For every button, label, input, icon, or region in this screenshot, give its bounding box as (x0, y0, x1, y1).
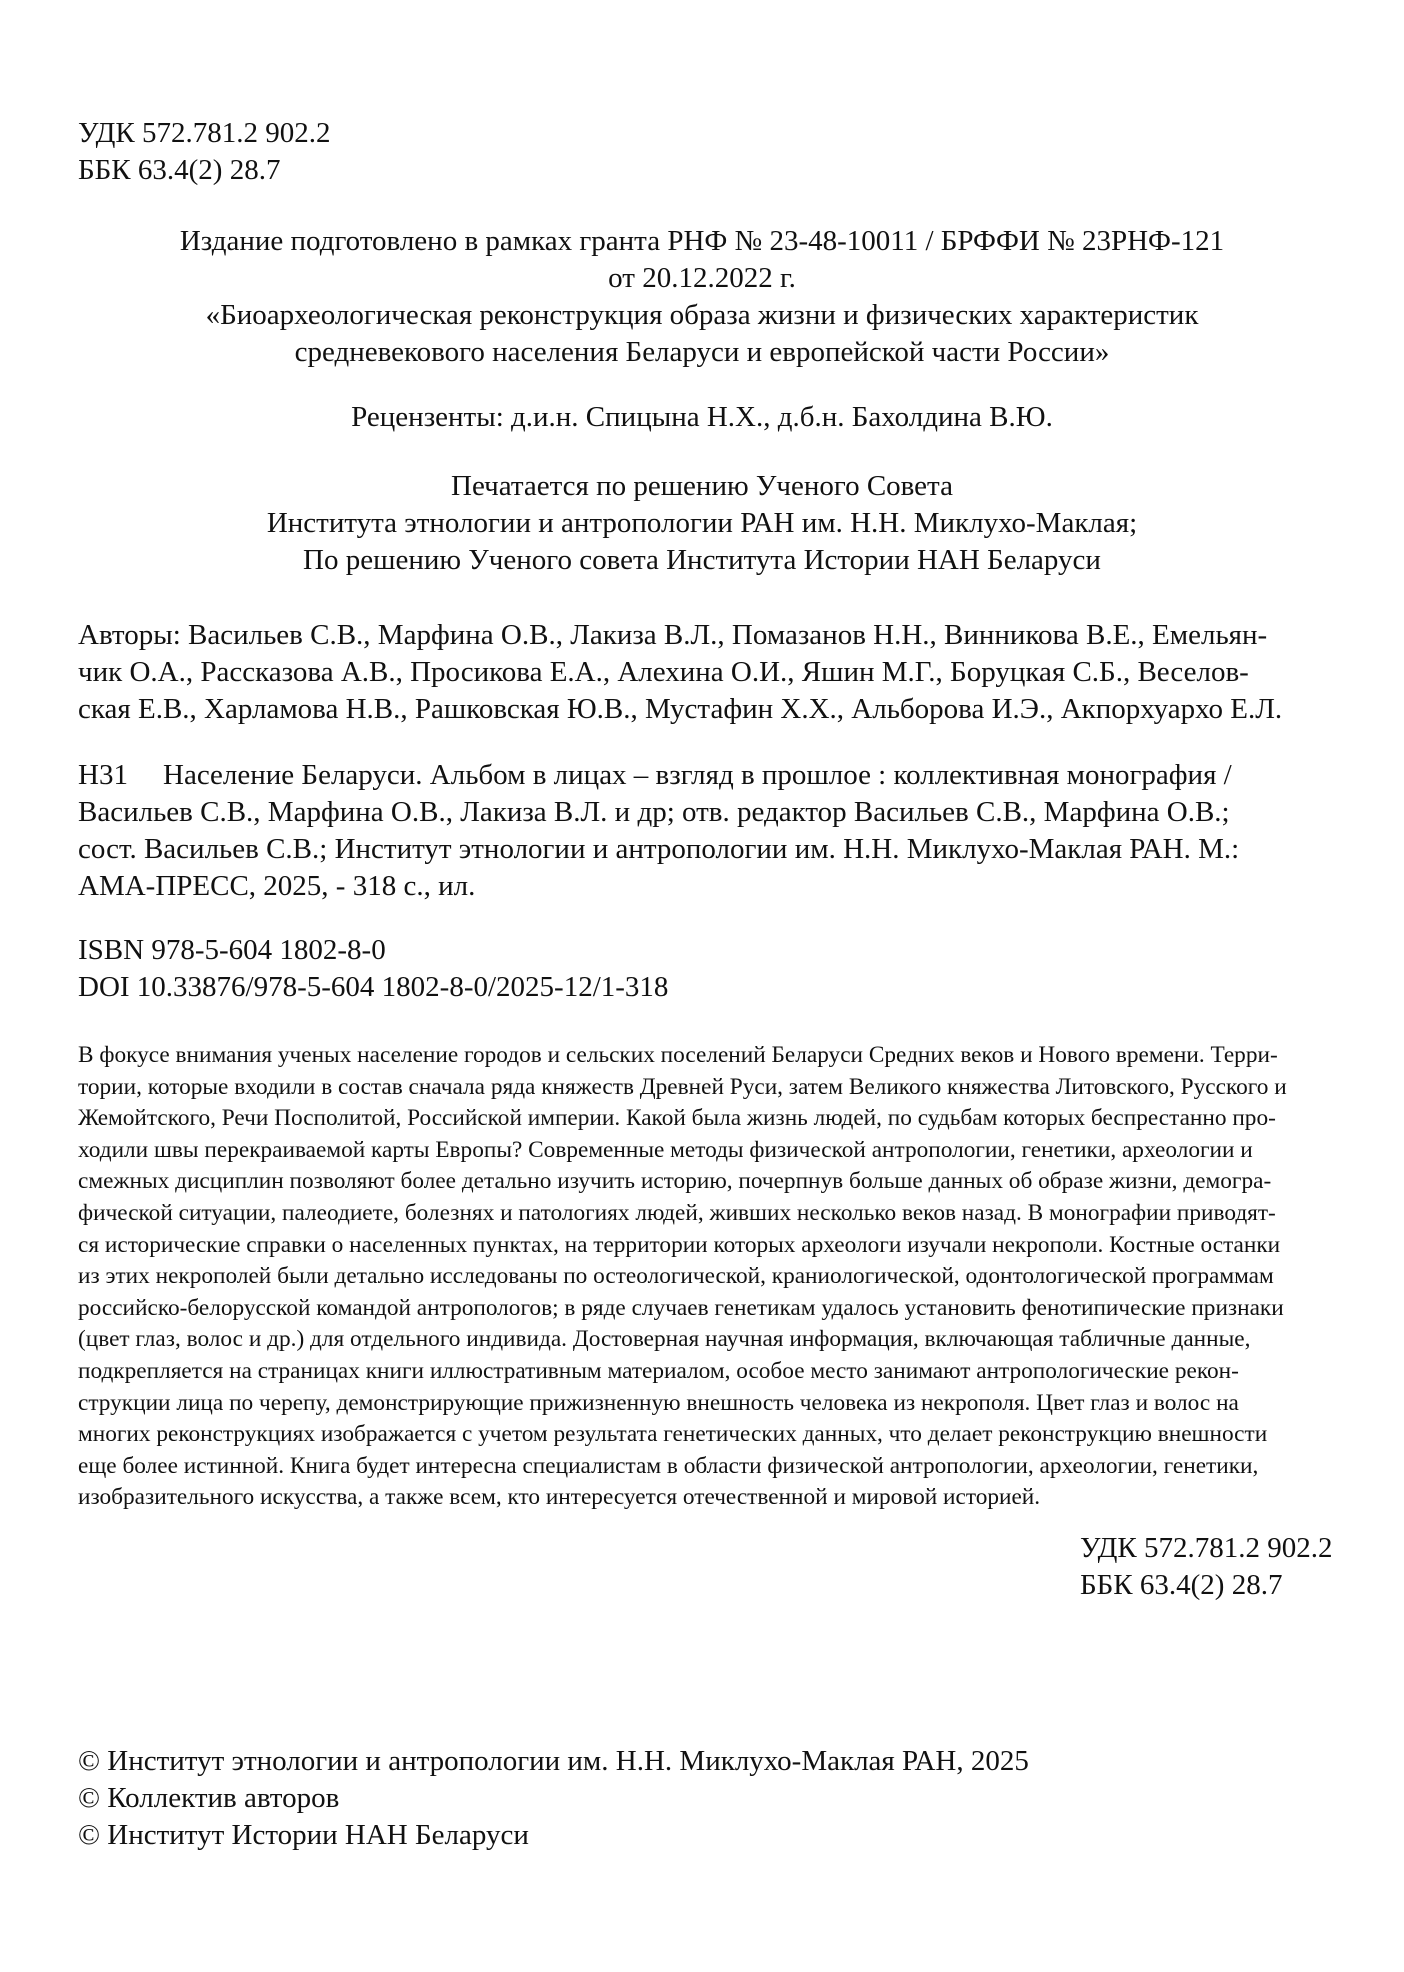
classification-footer (1080, 1530, 1380, 1604)
authors-line: чик О.А., Рассказова А.В., Просикова Е.А., Алехина О.И., Яшин М.Г., Боруцкая С.Б., Веселов- (78, 656, 1249, 688)
copyright-line: © Институт Истории НАН Беларуси (78, 1819, 529, 1851)
abstract-line: российско-белорусской командой антропологов; в ряде случаев генетикам удалось установить фенотипические признаки (78, 1294, 1284, 1321)
biblio-line: сост. Васильев С.В.; Институт этнологии и антропологии им. Н.Н. Миклухо-Маклая РАН. М.: (78, 833, 1240, 865)
grant-title: средневекового населения Беларуси и европейской части России» (294, 336, 1110, 368)
approval-line: По решению Ученого совета Института Истории НАН Беларуси (303, 544, 1101, 576)
abstract-line: В фокусе внимания ученых население городов и сельских поселений Беларуси Средних веков и Нового времени. Терри- (78, 1042, 1278, 1068)
udk-code: УДК 572.781.2 902.2 (1080, 1532, 1333, 1564)
udk-code: УДК 572.781.2 902.2 (78, 117, 331, 149)
abstract-line: ся исторические справки о населенных пунктах, на территории которых археологи изучали некрополи. Костные останки (78, 1231, 1281, 1258)
authors-line: Авторы: Васильев С.В., Марфина О.В., Лакиза В.Л., Помазанов Н.Н., Винникова В.Е., Емельян- (78, 619, 1268, 651)
abstract-line: многих реконструкциях изображается с учетом результата генетических данных, что делает реконструкцию внешности (78, 1421, 1268, 1448)
approval-line: Института этнологии и антропологии РАН им. Н.Н. Миклухо-Маклая; (266, 507, 1138, 539)
abstract-line: изобразительного искусства, а также всем, кто интересуется отечественной и мировой историей. (78, 1484, 1041, 1511)
abstract-line: смежных дисциплин позволяют более детально изучить историю, почерпнув больше данных об образе жизни, демогра- (78, 1168, 1272, 1195)
abstract-line: струкции лица по черепу, демонстрирующие прижизненную внешность человека из некрополя. Цвет глаз и волос на (78, 1389, 1239, 1416)
grant-title: «Биоархеологическая реконструкция образа жизни и физических характеристик (205, 299, 1199, 331)
abstract-line: (цвет глаз, волос и др.) для отдельного индивида. Достоверная научная информация, включающая табличные данные, (78, 1326, 1251, 1353)
abstract-line: еще более истинной. Книга будет интересна специалистам в области физической антропологии, археологии, генетики, (78, 1452, 1259, 1479)
abstract-line: ходили швы перекраиваемой карты Европы? Современные методы физической антропологии, генетики, археологии и (78, 1136, 1253, 1163)
identifiers (78, 932, 978, 1006)
grant-line: Издание подготовлено в рамках гранта РНФ № 23-48-10011 / БРФФИ № 23РНФ-121 (179, 225, 1225, 257)
doi: DOI 10.33876/978-5-604 1802-8-0/2025-12/1-318 (78, 971, 669, 1003)
copyright-line: © Коллектив авторов (78, 1782, 340, 1814)
bbk-code: ББК 63.4(2) 28.7 (78, 154, 281, 186)
biblio-line: АМА-ПРЕСС, 2025, - 318 с., ил. (78, 870, 476, 902)
biblio-line: Население Беларуси. Альбом в лицах – взгляд в прошлое : коллективная монография / (163, 759, 1232, 791)
bbk-code: ББК 63.4(2) 28.7 (1080, 1569, 1283, 1601)
isbn: ISBN 978-5-604 1802-8-0 (78, 934, 386, 966)
abstract-line: фической ситуации, палеодиете, болезнях и патологиях людей, живших несколько веков назад. В монографии приводят- (78, 1199, 1276, 1226)
publication-approval (78, 468, 1326, 579)
bibliographic-record (78, 757, 1340, 905)
reviewers (78, 399, 1326, 436)
copyright-line: © Институт этнологии и антропологии им. Н.Н. Миклухо-Маклая РАН, 2025 (78, 1745, 1029, 1777)
classification-header (78, 115, 478, 189)
abstract-line: из этих некрополей были детально исследованы по остеологической, краниологической, одонтологической программам (78, 1263, 1274, 1290)
authors-line: ская Е.В., Харламова Н.В., Рашковская Ю.В., Мустафин Х.Х., Альборова И.Э., Акпорхуархо Е.Л. (78, 693, 1283, 725)
abstract-line: тории, которые входили в состав сначала ряда княжеств Древней Руси, затем Великого княжества Литовского, Русского и (78, 1073, 1287, 1100)
abstract-line: подкрепляется на страницах книги иллюстративным материалом, особое место занимают антропологические рекон- (78, 1357, 1239, 1384)
approval-line: Печатается по решению Ученого Совета (451, 470, 953, 502)
grant-date: от 20.12.2022 г. (608, 262, 796, 294)
abstract-line: Жемойтского, Речи Посполитой, Российской империи. Какой была жизнь людей, по судьбам которых беспрестанно про- (78, 1105, 1276, 1132)
copyright-notice (78, 1743, 1278, 1854)
reviewers-line: Рецензенты: д.и.н. Спицына Н.Х., д.б.н. Бахолдина В.Ю. (351, 401, 1053, 433)
author-mark: Н31 (78, 759, 128, 791)
biblio-line: Васильев С.В., Марфина О.В., Лакиза В.Л. и др; отв. редактор Васильев С.В., Марфина О.В.; (78, 796, 1230, 828)
abstract (78, 1040, 1340, 1514)
grant-info (78, 223, 1326, 371)
authors-list (78, 617, 1340, 728)
